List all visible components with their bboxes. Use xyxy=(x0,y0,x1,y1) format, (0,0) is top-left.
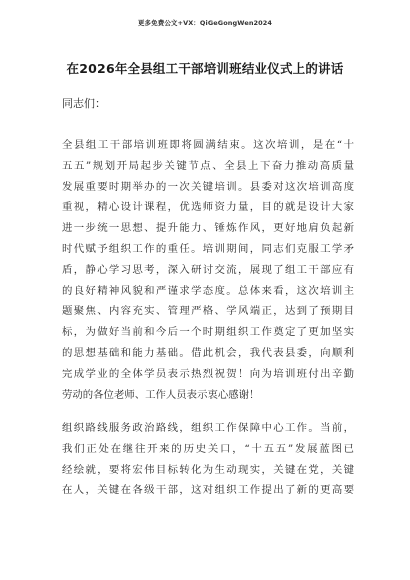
body-paragraph-2 xyxy=(62,418,354,501)
paragraph-line: 盾，静心学习思考，深入研讨交流，展现了组工干部应有 xyxy=(62,263,354,276)
paragraph-line: 五五”规划开局起步关键节点、全县上下奋力推动高质量 xyxy=(62,159,354,172)
document-title: 在2026年全县组工干部培训班结业仪式上的讲话 xyxy=(66,61,344,76)
paragraph-line: 完成学业的全体学员表示热烈祝贺！向为培训班付出辛勤 xyxy=(62,367,354,380)
paragraph-line: 发展重要时期举办的一次关键培训。县委对这次培训高度 xyxy=(62,180,354,193)
paragraph-line: 组织路线服务政治路线，组织工作保障中心工作。当前， xyxy=(62,422,354,434)
salutation: 同志们： xyxy=(62,97,106,110)
paragraph-line: 的良好精神风貌和严谨求学态度。总体来看，这次培训主 xyxy=(62,284,354,297)
paragraph-line: 时代赋予组织工作的重任。培训期间，同志们克服工学矛 xyxy=(62,242,354,255)
paragraph-line: 在人，关键在各级干部，这对组织工作提出了新的更高要 xyxy=(62,484,354,497)
paragraph-line: 标，为做好当前和今后一个时期组织工作奠定了更加坚实 xyxy=(62,326,354,339)
paragraph-line: 劳动的各位老师、工作人员表示衷心感谢！ xyxy=(62,388,260,401)
body-paragraph-1 xyxy=(62,135,354,405)
paragraph-line: 的思想基础和能力基础。借此机会，我代表县委，向顺利 xyxy=(62,346,354,359)
paragraph-line: 重视，精心设计课程，优选师资力量，目的就是设计大家 xyxy=(62,201,354,214)
paragraph-line: 全县组工干部培训班即将圆满结束。这次培训，是在“十 xyxy=(62,139,354,151)
paragraph-line: 经绘就，要将宏伟目标转化为生动现实，关键在党，关键 xyxy=(62,463,354,476)
top-banner: 更多免费公文+VX：QiGeGongWen2024 xyxy=(137,19,273,27)
paragraph-line: 我们正处在继往开来的历史关口，“十五五”发展蓝图已 xyxy=(62,442,354,455)
paragraph-line: 题聚焦、内容充实、管理严格、学风端正，达到了预期目 xyxy=(62,305,354,318)
paragraph-line: 进一步统一思想、提升能力、锤炼作风，更好地肩负起新 xyxy=(62,222,354,235)
